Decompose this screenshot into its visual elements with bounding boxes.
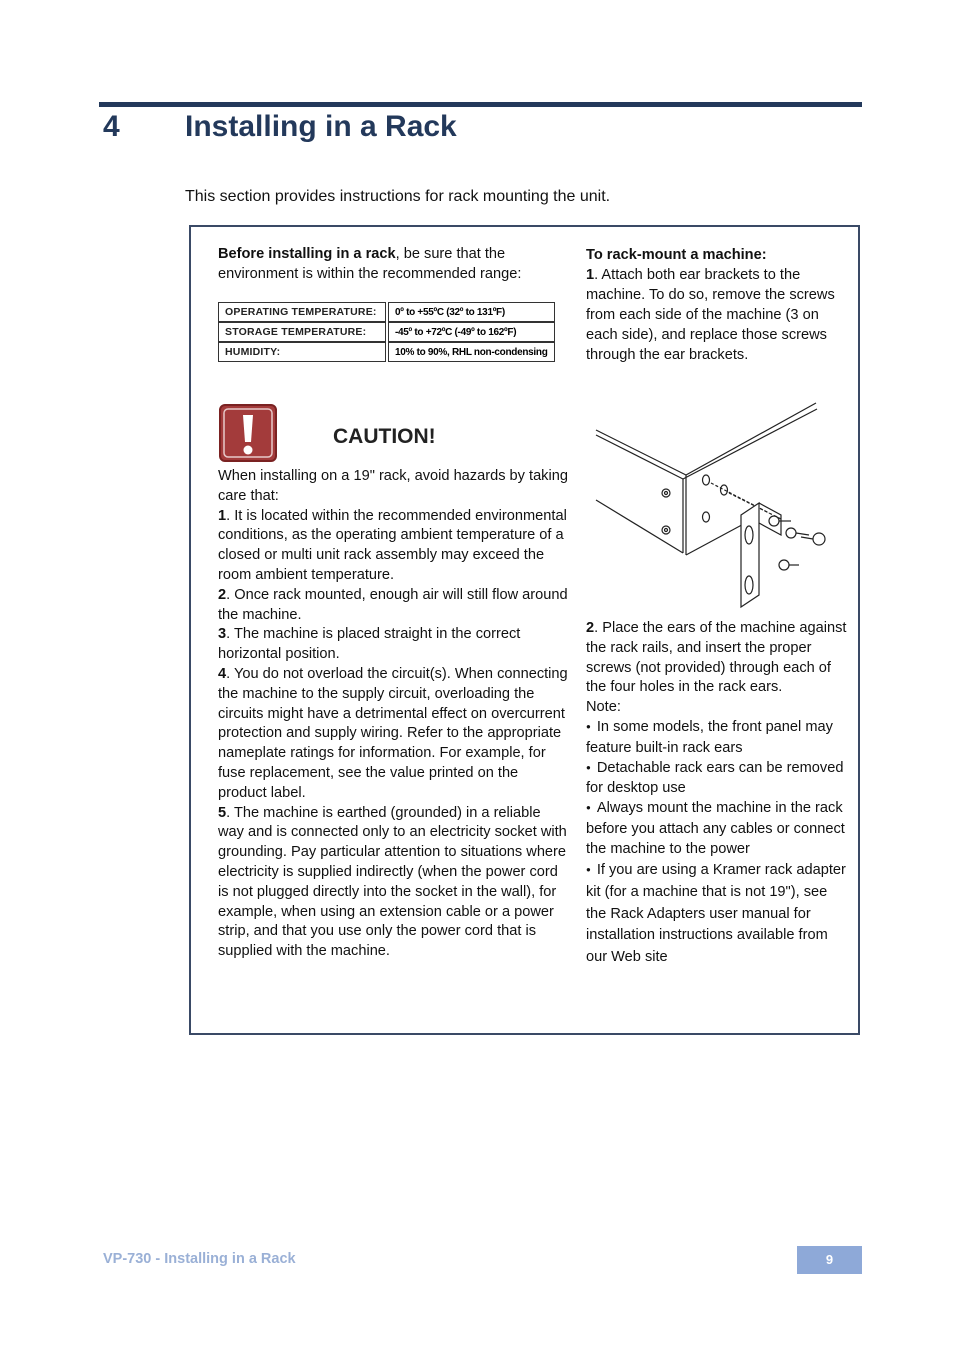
env-label: HUMIDITY:: [218, 342, 386, 362]
caution-body: [218, 467, 570, 962]
environment-table: [218, 302, 555, 362]
list-item: 5. The machine is earthed (grounded) in a reliable way and is connected only to an electricity socket with grounding. Pay particular attention to situations where electricity is supplied indirectly (when the power cord is not plugged directly into the socket in the wall), for example, when using an extension cable or a power strip, and that you use only the power cord that is supplied with the machine.: [218, 804, 567, 960]
footer-title: VP-730 - Installing in a Rack: [103, 1251, 296, 1267]
env-label: OPERATING TEMPERATURE:: [218, 302, 386, 322]
list-item: ● Always mount the machine in the rack before you attach any cables or connect the machine to the power: [586, 799, 848, 859]
list-item: 3. The machine is placed straight in the correct horizontal position.: [218, 626, 521, 663]
list-item: ● Detachable rack ears can be removed for desktop use: [586, 759, 848, 800]
rack-mount-step2-and-notes: [586, 619, 848, 968]
env-value: -45º to +72ºC (-49º to 162ºF): [388, 322, 555, 342]
table-row: [218, 342, 555, 362]
caution-heading: CAUTION!: [333, 425, 436, 448]
before-install-text: [218, 245, 570, 285]
list-item: 2. Once rack mounted, enough air will still flow around the machine.: [218, 586, 568, 623]
warning-exclamation-icon: [219, 404, 277, 462]
list-item: ● If you are using a Kramer rack adapter kit (for a machine that is not 19"), see the Rack Adapters user manual for installation instructions available from our Web site: [586, 860, 848, 969]
intro-text: This section provides instructions for rack mounting the unit.: [185, 188, 611, 205]
before-install-rest: , be sure that the environment is within the recommended range:: [218, 246, 522, 282]
table-row: [218, 322, 555, 342]
rack-install-panel: [189, 225, 860, 1035]
env-value: 0º to +55ºC (32º to 131ºF): [388, 302, 555, 322]
table-row: [218, 302, 555, 322]
list-item: 4. You do not overload the circuit(s). When connecting the machine to the supply circuit, overloading the circuits might have a detrimental effect on overcurrent protection and supply wiring. Refer to the appropriate nameplate ratings for information. For example, for fuse replacement, see the value printed on the product label.: [218, 665, 568, 801]
before-install-lead: Before installing in a rack: [218, 246, 396, 262]
note-label: Note:: [586, 699, 621, 716]
caution-intro: When installing on a 19" rack, avoid hazards by taking care that:: [218, 468, 568, 504]
list-item: 1. It is located within the recommended environmental conditions, as the operating ambient temperature of a closed or multi unit rack assembly may exceed the room ambient temperature.: [218, 507, 567, 583]
top-rule: [99, 102, 862, 107]
rack-mount-steps: [586, 245, 846, 365]
rack-ear-bracket-diagram: [591, 395, 841, 615]
list-item: ● In some models, the front panel may feature built-in rack ears: [586, 718, 848, 759]
page-number: 9: [797, 1246, 862, 1274]
rack-mount-heading: To rack-mount a machine:: [586, 247, 767, 263]
chapter-number: 4: [103, 110, 120, 143]
step-1: 1. Attach both ear brackets to the machine. To do so, remove the screws from each side of the machine (3 on each side), and replace those screws through the ear brackets.: [586, 267, 835, 363]
step-2: 2. Place the ears of the machine against the rack rails, and insert the proper screws (not provided) through each of the four holes in the rack ears.: [586, 620, 847, 696]
env-value: 10% to 90%, RHL non-condensing: [388, 342, 555, 362]
chapter-title: Installing in a Rack: [185, 110, 457, 143]
env-label: STORAGE TEMPERATURE:: [218, 322, 386, 342]
